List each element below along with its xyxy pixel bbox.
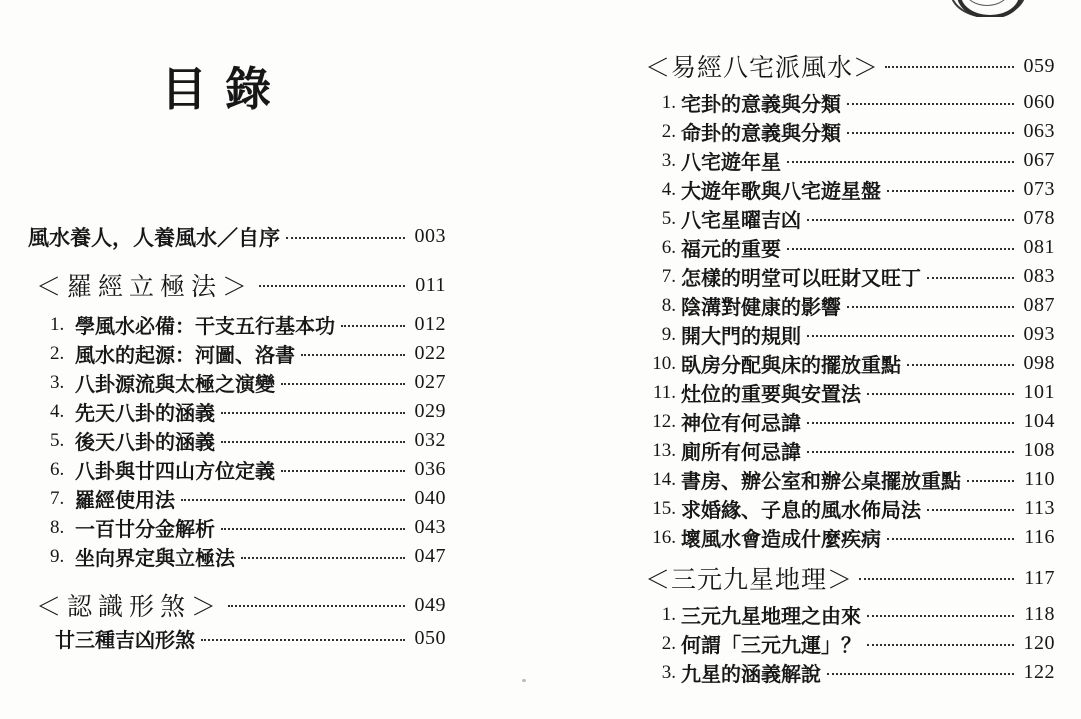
toc-entry-label: 何謂「三元九運」？ [681, 635, 861, 657]
toc-entry-label: 命卦的意義與分類 [681, 123, 841, 145]
toc-page-number: 032 [414, 429, 446, 451]
toc-row [28, 624, 446, 653]
toc-row [28, 310, 446, 339]
toc-row [645, 291, 1055, 320]
toc-page-number: 050 [414, 627, 446, 649]
toc-page-number: 011 [415, 273, 446, 296]
toc-page-number: 101 [1023, 381, 1055, 403]
toc-entry-number: 3. [661, 149, 676, 171]
toc-entry-label: 八卦與廿四山方位定義 [75, 461, 275, 483]
toc-page-number: 120 [1023, 632, 1055, 654]
toc-entry-label: ＜易經八宅派風水＞ [645, 55, 880, 82]
toc-entry-label: 八卦源流與太極之演變 [75, 374, 275, 396]
toc-entry-number: 3. [661, 661, 676, 683]
toc-row [28, 542, 446, 571]
toc-row [645, 233, 1055, 262]
toc-row [28, 513, 446, 542]
toc-row [645, 88, 1055, 117]
toc-entry-label: ＜三元九星地理＞ [645, 567, 854, 594]
toc-entry-number: 4. [50, 400, 65, 422]
toc-entry-label: 廿三種吉凶形煞 [55, 630, 195, 652]
toc-entry-label: ＜羅經立極法＞ [36, 274, 254, 301]
toc-row [28, 455, 446, 484]
toc-entry-number: 5. [661, 207, 676, 229]
toc-row [28, 339, 446, 368]
toc-page-number: 067 [1023, 149, 1055, 171]
toc-left-page [28, 0, 446, 653]
toc-page-number: 012 [414, 313, 446, 335]
toc-entry-number: 1. [661, 603, 676, 625]
toc-entry-number: 4. [661, 178, 676, 200]
toc-entry-number: 1. [50, 313, 65, 335]
toc-page-number: 047 [414, 545, 446, 567]
toc-row [645, 262, 1055, 291]
toc-entry-label: 怎樣的明堂可以旺財又旺丁 [681, 268, 921, 290]
toc-entry-number: 6. [50, 458, 65, 480]
toc-row [645, 146, 1055, 175]
toc-page-number: 116 [1024, 526, 1055, 548]
toc-entry-number: 9. [661, 323, 676, 345]
toc-entry-number: 10. [652, 352, 676, 374]
toc-entry-label: 陰溝對健康的影響 [681, 297, 841, 319]
toc-entry-label: 八宅遊年星 [681, 152, 781, 174]
toc-row [28, 368, 446, 397]
toc-entry-number: 6. [661, 236, 676, 258]
toc-row [28, 426, 446, 455]
toc-page-number: 060 [1023, 91, 1055, 113]
toc-entry-label: 書房、辦公室和辦公桌擺放重點 [681, 471, 961, 493]
toc-entry-label: 臥房分配與床的擺放重點 [681, 355, 901, 377]
toc-right-page [645, 0, 1055, 687]
toc-page-number: 081 [1023, 236, 1055, 258]
toc-entry-number: 1. [661, 91, 676, 113]
toc-row [28, 267, 446, 303]
toc-page-number: 098 [1023, 352, 1055, 374]
toc-title: 目錄 [161, 64, 289, 115]
toc-entry-number: 7. [661, 265, 676, 287]
toc-entry-label: 一百廿分金解析 [75, 519, 215, 541]
toc-entry-number: 9. [50, 545, 65, 567]
toc-entry-number: 7. [50, 487, 65, 509]
toc-page-number: 087 [1023, 294, 1055, 316]
toc-row [645, 629, 1055, 658]
toc-page-number: 049 [414, 593, 446, 616]
toc-entry-label: 大遊年歌與八宅遊星盤 [681, 181, 881, 203]
toc-page-number: 104 [1023, 410, 1055, 432]
toc-page-number: 113 [1024, 497, 1055, 519]
toc-left-rows [28, 222, 446, 653]
toc-page-number: 073 [1023, 178, 1055, 200]
toc-page-number: 036 [414, 458, 446, 480]
toc-entry-number: 11. [652, 381, 676, 403]
toc-entry-label: 後天八卦的涵義 [75, 432, 215, 454]
toc-page-number: 108 [1023, 439, 1055, 461]
toc-page-number: 022 [414, 342, 446, 364]
toc-entry-label: 福元的重要 [681, 239, 781, 261]
toc-entry-number: 12. [652, 410, 676, 432]
toc-entry-number: 2. [661, 120, 676, 142]
toc-entry-number: 16. [652, 526, 676, 548]
toc-row [645, 494, 1055, 523]
scan-speck [522, 679, 526, 682]
toc-page-number: 043 [414, 516, 446, 538]
toc-entry-label: 宅卦的意義與分類 [681, 94, 841, 116]
toc-page-number: 083 [1023, 265, 1055, 287]
toc-entry-label: 廁所有何忌諱 [681, 442, 801, 464]
toc-entry-label: ＜認識形煞＞ [36, 594, 223, 621]
toc-entry-number: 2. [50, 342, 65, 364]
toc-page-number: 040 [414, 487, 446, 509]
toc-entry-label: 先天八卦的涵義 [75, 403, 215, 425]
toc-page-number: 122 [1023, 661, 1055, 683]
toc-page-number: 078 [1023, 207, 1055, 229]
toc-entry-number: 2. [661, 632, 676, 654]
toc-row [645, 436, 1055, 465]
toc-row [645, 320, 1055, 349]
toc-entry-number: 5. [50, 429, 65, 451]
toc-entry-label: 神位有何忌諱 [681, 413, 801, 435]
toc-entry-label: 風水養人，人養風水／自序 [28, 225, 280, 250]
toc-row [28, 484, 446, 513]
toc-page-number: 027 [414, 371, 446, 393]
toc-page-number: 093 [1023, 323, 1055, 345]
toc-row [645, 48, 1055, 84]
toc-entry-label: 壞風水會造成什麼疾病 [681, 529, 881, 551]
toc-row [645, 349, 1055, 378]
toc-entry-label: 坐向界定與立極法 [75, 548, 235, 570]
toc-page-number: 063 [1023, 120, 1055, 142]
toc-row [645, 600, 1055, 629]
toc-page-number: 059 [1023, 54, 1055, 77]
toc-page-number: 003 [414, 225, 446, 247]
toc-row [645, 560, 1055, 596]
toc-row [28, 222, 446, 251]
toc-entry-label: 三元九星地理之由來 [681, 606, 861, 628]
toc-entry-label: 九星的涵義解說 [681, 664, 821, 686]
toc-entry-number: 8. [661, 294, 676, 316]
toc-entry-label: 開大門的規則 [681, 326, 801, 348]
toc-entry-number: 13. [652, 439, 676, 461]
toc-entry-number: 14. [652, 468, 676, 490]
toc-entry-number: 3. [50, 371, 65, 393]
toc-row [645, 204, 1055, 233]
toc-page-number: 118 [1024, 603, 1055, 625]
toc-entry-label: 灶位的重要與安置法 [681, 384, 861, 406]
toc-right-rows [645, 48, 1055, 687]
partial-circular-seal-icon [948, 0, 1028, 17]
toc-entry-label: 學風水必備：干支五行基本功 [75, 316, 335, 338]
toc-entry-label: 風水的起源：河圖、洛書 [75, 345, 295, 367]
toc-row [645, 523, 1055, 552]
toc-entry-label: 羅經使用法 [75, 490, 175, 512]
toc-row [645, 465, 1055, 494]
toc-page-number: 117 [1024, 566, 1055, 589]
toc-row [645, 117, 1055, 146]
toc-row [645, 378, 1055, 407]
toc-entry-number: 8. [50, 516, 65, 538]
toc-entry-number: 15. [652, 497, 676, 519]
toc-page-number: 029 [414, 400, 446, 422]
toc-entry-label: 求婚緣、子息的風水佈局法 [681, 500, 921, 522]
toc-row [28, 397, 446, 426]
toc-row [645, 175, 1055, 204]
toc-row [28, 587, 446, 623]
toc-page-number: 110 [1024, 468, 1055, 490]
toc-row [645, 658, 1055, 687]
toc-entry-label: 八宅星曜吉凶 [681, 210, 801, 232]
toc-row [645, 407, 1055, 436]
